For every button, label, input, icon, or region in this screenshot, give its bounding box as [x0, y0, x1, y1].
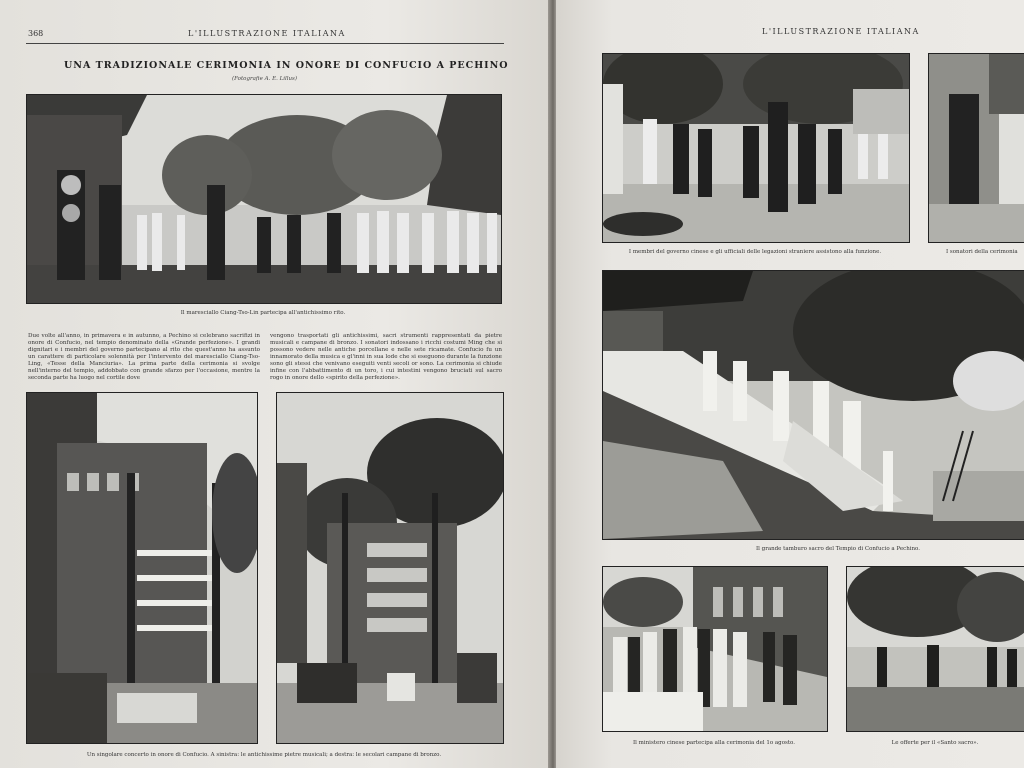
- body-column-1: Due volte all'anno, in primavera e in autunno, a Pechino si celebrano sacrifizi in onore di Confucio, nel tempio denominato della «Grande perfezione». I grandi dignitari e i membri del governo partecipano al rito che quest'anno ha assunto un carattere di particolare solennità per l'intervento del maresciallo Ciang-Tso-Ling, «Tesse della Manciuria». La prima parte della cerimonia si svolge nell'interno del tempio, addobbato con grande sfarzo per l'occasione, mentre la seconda parte ha luogo nel cortile dove: [28, 333, 260, 381]
- running-header: L'ILLUSTRAZIONE ITALIANA: [188, 29, 346, 38]
- caption-top-right: I sonatori della cerimonia: [946, 249, 1018, 255]
- caption-top-left: I membri del governo cinese e gli ufficiali delle legazioni straniere assistono alla funzione.: [628, 249, 882, 255]
- caption-bottom: Un singolare concerto in onore di Confucio. A sinistra: le antichissime pietre musicali; a destra: le secolari campane di bronzo.: [86, 752, 442, 758]
- caption-bottom-right: Le offerte per il «Santo sacro».: [891, 740, 979, 746]
- photo-offerings: [846, 566, 1024, 732]
- photo-musical-stones: [26, 392, 258, 744]
- photo-credit: (Fotografie A. E. Lillus): [232, 76, 298, 82]
- caption-bottom-left: Il ministero cinese partecipa alla cerimonia del 1o agosto.: [632, 740, 796, 746]
- photo-ministers: [602, 566, 828, 732]
- running-header-right: L'ILLUSTRAZIONE ITALIANA: [762, 27, 920, 36]
- article-title: UNA TRADIZIONALE CERIMONIA IN ONORE DI CONFUCIO A PECHINO: [64, 60, 509, 71]
- photo-officials: [602, 53, 910, 243]
- photo-musicians: [928, 53, 1024, 243]
- caption-middle: Il grande tamburo sacro del Tempio di Confucio a Pechino.: [756, 546, 921, 552]
- photo-courtyard-ceremony: [26, 94, 502, 304]
- photo-temple-drum: [602, 270, 1024, 540]
- header-rule: [26, 43, 504, 44]
- body-column-2: vengono trasportati gli antichissimi, sacri strumenti rappresentati da pietre musicali e campane di bronzo. I sonatori indossano i ricchi costumi Ming che si possono vedere nelle antiche porcellane e nelle sete ricamate. Confucio fu un innamorato della musica e gl'inni in sua lode che si eseguono durante la funzione sono gli stessi che venivano eseguiti venti secoli or sono. La cerimonia si chiude infine con l'abbattimento di un toro, i cui intestini vengono bruciati sul sacro rogo in onore dello «spirito della perfezione».: [270, 333, 502, 381]
- photo-bronze-bells: [276, 392, 504, 744]
- page-number: 368: [28, 29, 44, 38]
- caption-top: Il maresciallo Ciang-Tso-Lin partecipa all'antichissimo rito.: [180, 310, 346, 316]
- right-page: [556, 0, 1024, 768]
